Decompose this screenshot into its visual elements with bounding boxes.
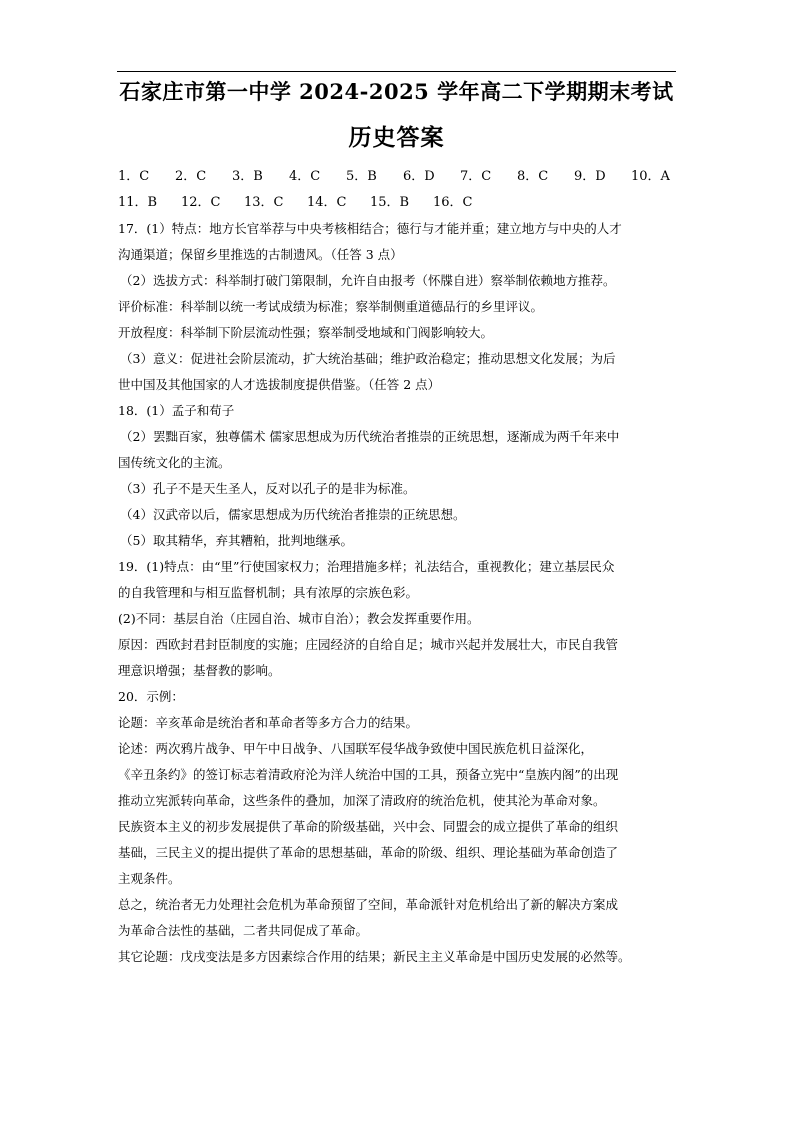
q20-argument-line: 推动立宪派转向革命，这些条件的叠加，加深了清政府的统治危机，使其沦为革命对象。	[118, 793, 606, 808]
answer-item: 9．D	[574, 169, 606, 184]
q18-part1-line: 18．(1）孟子和荀子	[118, 403, 235, 418]
answer-item: 13．C	[244, 195, 284, 210]
q19-part2-line: 原因：西欧封君封臣制度的实施；庄园经济的自给自足；城市兴起并发展壮大，市民自我管	[118, 637, 619, 652]
answer-item: 16．C	[433, 195, 473, 210]
q17-part1-line: 沟通渠道；保留乡里推选的古制遗风。（任答 3 点）	[118, 247, 403, 262]
answer-body	[118, 216, 680, 970]
answer-key	[118, 164, 678, 216]
answer-item: 12．C	[181, 195, 221, 210]
q19-part1-line: 的自我管理和与相互监督机制；具有浓厚的宗族色彩。	[118, 585, 419, 600]
q18-part4-line: （4）汉武帝以后，儒家思想成为历代统治者推崇的正统思想。	[120, 507, 466, 522]
q20-argument-line: 论述：两次鸦片战争、甲午中日战争、八国联军侵华战争致使中国民族危机日益深化，	[118, 741, 594, 756]
answer-item: 8．C	[517, 169, 549, 184]
answer-item: 6．D	[403, 169, 435, 184]
q17-part2-line: 评价标准：科举制以统一考试成绩为标准；察举制侧重道德品行的乡里评议。	[118, 299, 544, 314]
answer-item: 15．B	[370, 195, 410, 210]
answer-item: 3．B	[232, 169, 263, 184]
q20-heading: 20．示例：	[118, 689, 184, 704]
q20-argument-line: 《辛丑条约》的签订标志着清政府沦为洋人统治中国的工具，预备立宪中“皇族内阁”的出现	[118, 767, 619, 782]
answer-item: 10．A	[631, 169, 670, 184]
answer-item: 1．C	[118, 169, 150, 184]
q18-part2-line: （2）罢黜百家，独尊儒术 儒家思想成为历代统治者推崇的正统思想，逐渐成为两千年来中	[120, 429, 620, 444]
answer-item: 4．C	[289, 169, 321, 184]
q20-argument-line: 基础，三民主义的提出提供了革命的思想基础，革命的阶级、组织、理论基础为革命创造了	[118, 845, 619, 860]
answer-row-1	[118, 164, 678, 190]
answer-item: 7．C	[460, 169, 492, 184]
q19-part1-line: 19．(1)特点：由“里”行使国家权力；治理措施多样；礼法结合，重视教化；建立基层民众	[118, 559, 615, 574]
q18-part2-line: 国传统文化的主流。	[118, 455, 231, 470]
q20-argument-line: 主观条件。	[118, 871, 181, 886]
answer-row-2	[118, 190, 678, 216]
answer-item: 14．C	[307, 195, 347, 210]
q17-part3-line: 世中国及其他国家的人才选拔制度提供借鉴。（任答 2 点）	[118, 377, 441, 392]
answer-item: 5．B	[346, 169, 377, 184]
q19-part2-line: (2)不同：基层自治（庄园自治、城市自治）；教会发挥重要作用。	[118, 611, 480, 626]
q18-part5-line: （5）取其精华，弃其糟粕，批判地继承。	[120, 533, 353, 548]
q19-part2-line: 理意识增强；基督教的影响。	[118, 663, 281, 678]
page-subtitle: 历史答案	[348, 124, 445, 151]
q20-conclusion-line: 为革命合法性的基础，二者共同促成了革命。	[118, 923, 369, 938]
q17-part2-line: （2）选拔方式：科举制打破门第限制，允许自由报考（怀牒自进）察举制依赖地方推荐。	[120, 273, 616, 288]
q17-part3-line: （3）意义：促进社会阶层流动，扩大统治基础；维护政治稳定；推动思想文化发展；为后	[120, 351, 616, 366]
q20-conclusion-line: 总之，统治者无力处理社会危机为革命预留了空间，革命派针对危机给出了新的解决方案成	[118, 897, 619, 912]
page-title: 石家庄市第一中学 2024-2025 学年高二下学期期末考试	[119, 79, 674, 104]
q20-other-thesis-line: 其它论题：戊戌变法是多方因素综合作用的结果；新民主主义革命是中国历史发展的必然等。	[118, 949, 631, 964]
answer-item: 11．B	[118, 195, 158, 210]
answer-item: 2．C	[175, 169, 207, 184]
q20-argument-line: 民族资本主义的初步发展提供了革命的阶级基础，兴中会、同盟会的成立提供了革命的组织	[118, 819, 619, 834]
header-rule	[117, 71, 676, 72]
q18-part3-line: （3）孔子不是天生圣人，反对以孔子的是非为标准。	[120, 481, 416, 496]
q17-part2-line: 开放程度：科举制下阶层流动性强；察举制受地域和门阀影响较大。	[118, 325, 494, 340]
q17-part1-line: 17．(1）特点：地方长官举荐与中央考核相结合；德行与才能并重；建立地方与中央的人才	[118, 221, 622, 236]
q20-thesis-line: 论题：辛亥革命是统治者和革命者等多方合力的结果。	[118, 715, 419, 730]
